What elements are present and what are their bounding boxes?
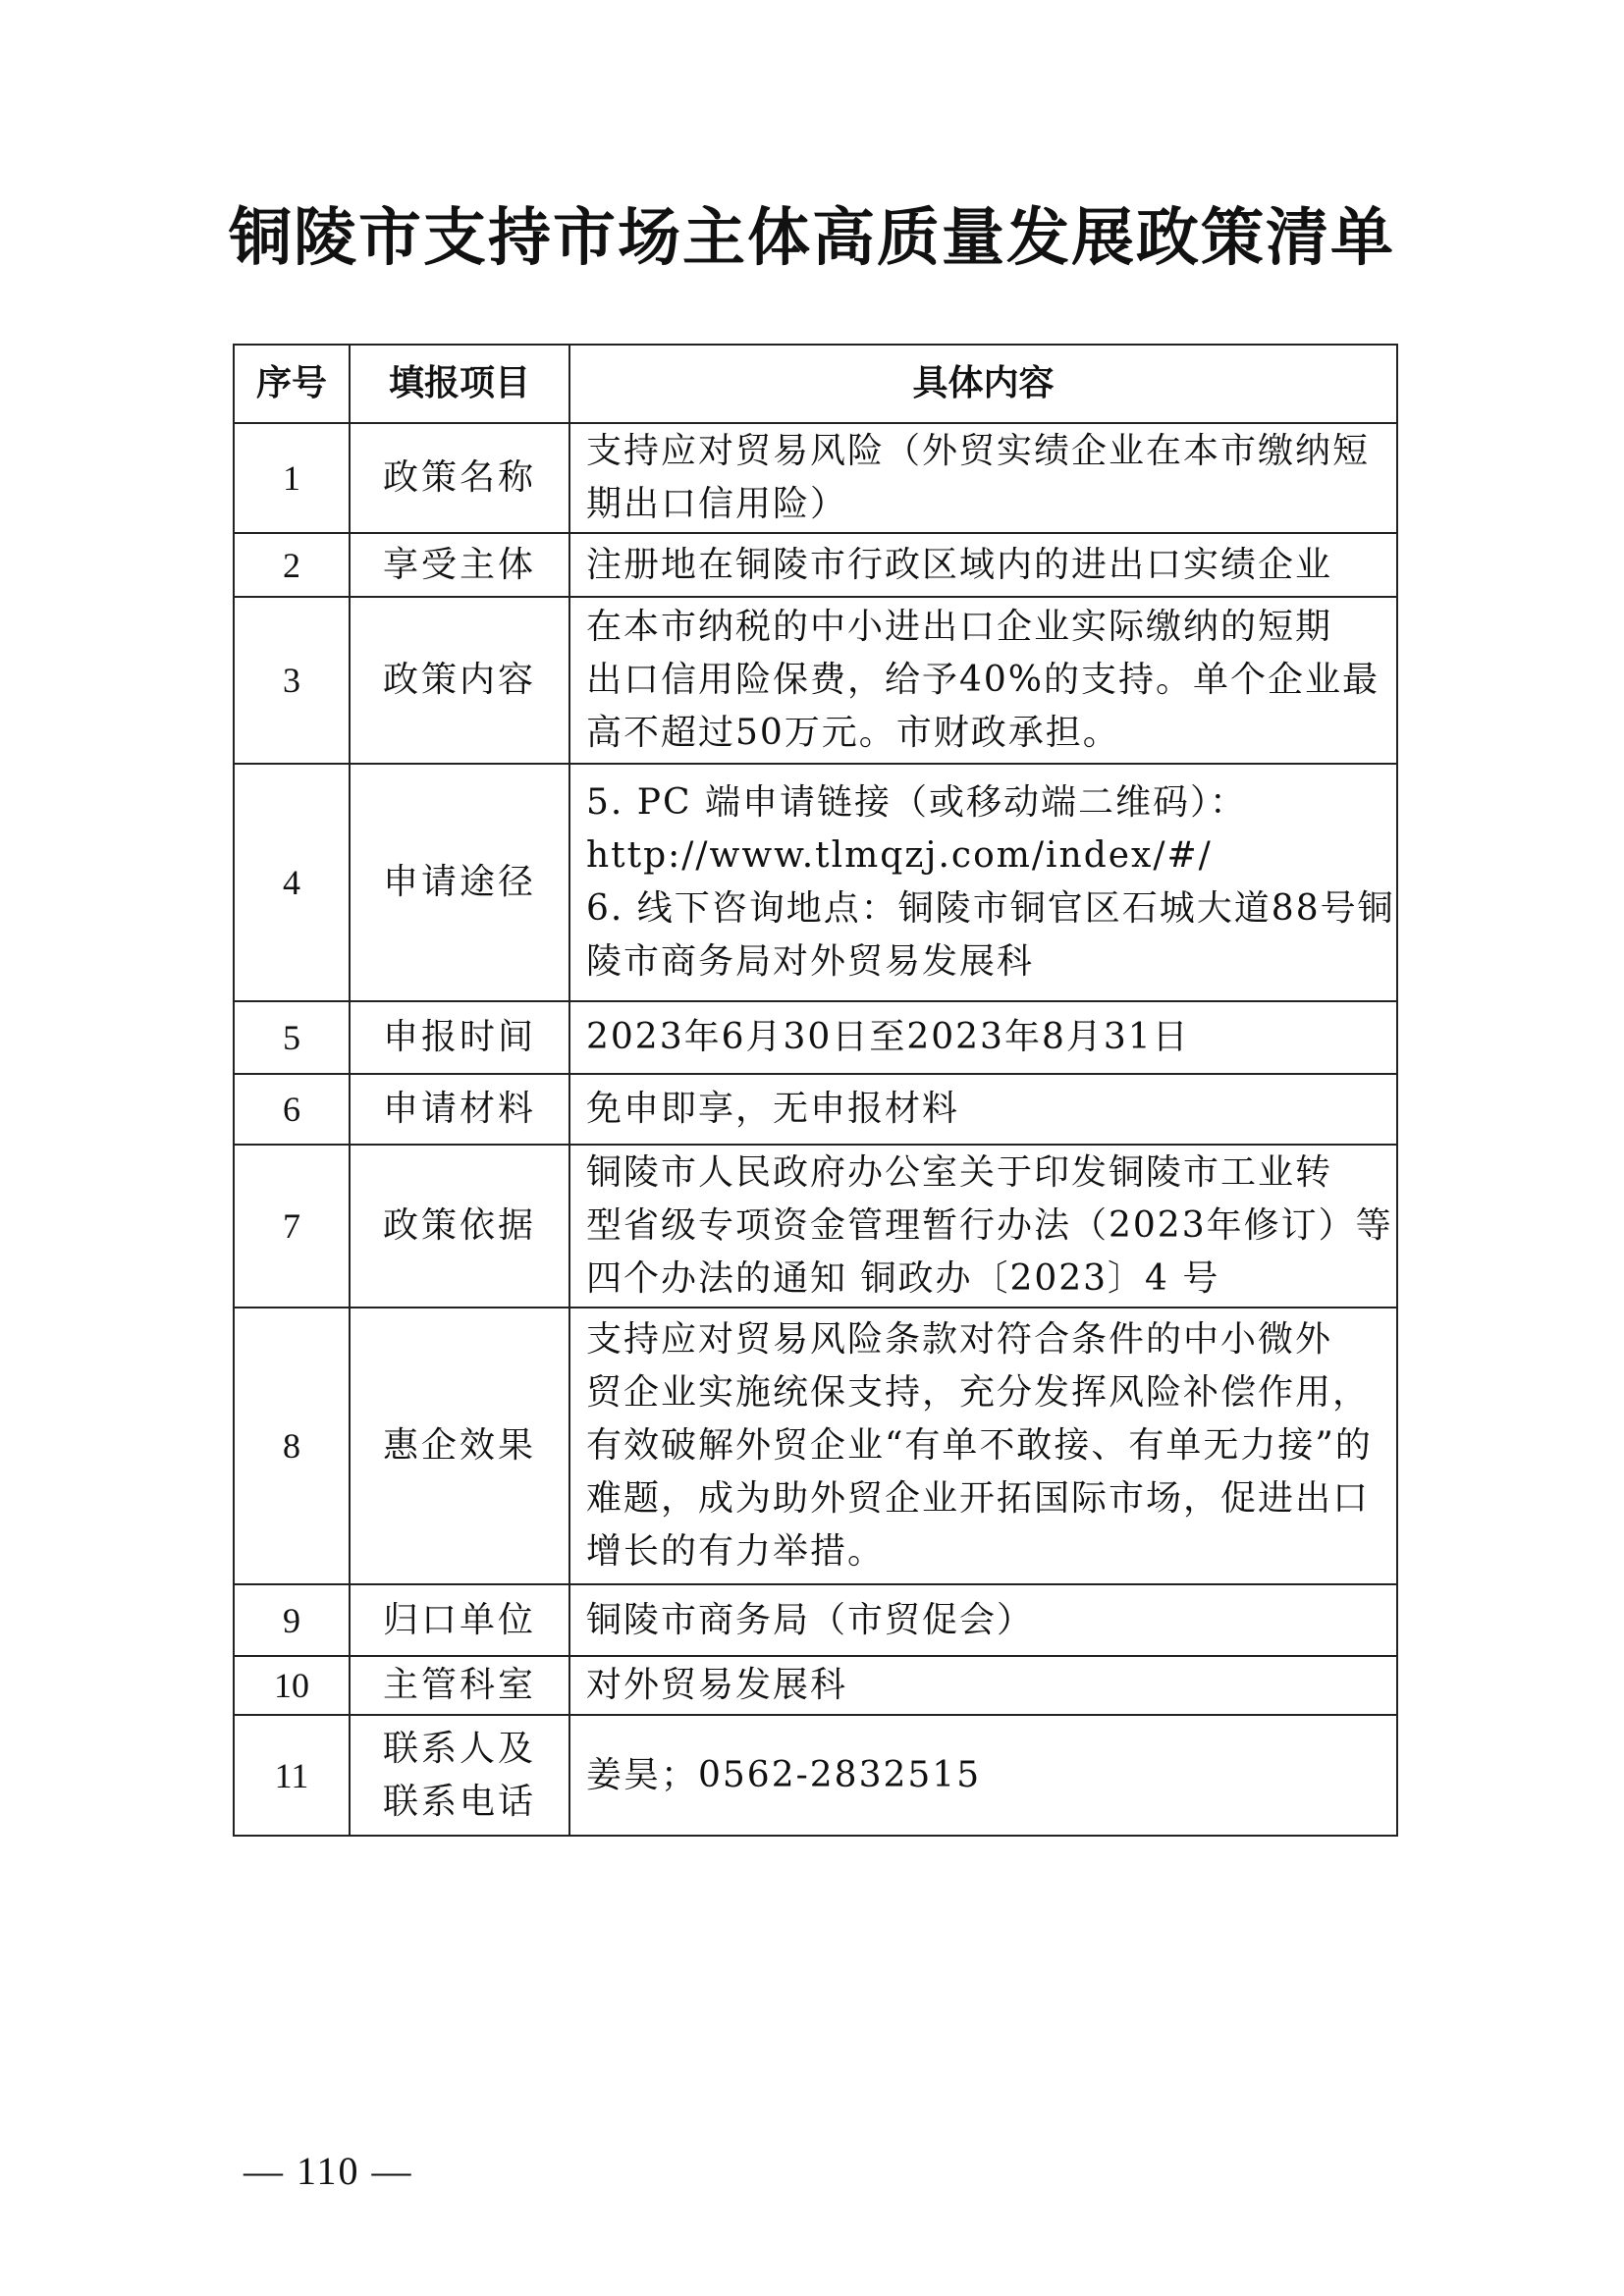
document-title: 铜陵市支持市场主体高质量发展政策清单 [229,201,1395,275]
item-name-line: 政策内容 [382,660,536,700]
table-row [234,1584,1397,1656]
content-line: 期出口信用险） [586,484,848,524]
item-name-cell [350,1584,569,1656]
content-line: 对外贸易发展科 [586,1665,848,1705]
content-cell [569,1584,1397,1656]
item-name-line: 联系电话 [382,1781,536,1822]
row-number-cell: 4 [234,764,350,1001]
content-line: http://www.tlmqzj.com/index/#/ [586,835,1213,876]
content-cell [569,1074,1397,1145]
row-number-cell: 10 [234,1656,350,1715]
table-row [234,1656,1397,1715]
content-line: 姜昊；0562-2832515 [586,1754,982,1795]
item-name-cell [350,1074,569,1145]
table-row [234,597,1397,764]
header-cell-no: 序号 [234,345,350,423]
table-row [234,1145,1397,1308]
content-cell [569,533,1397,597]
row-number-cell: 11 [234,1715,350,1836]
content-line: 陵市商务局对外贸易发展科 [586,941,1035,982]
item-name-cell [350,597,569,764]
content-line: 贸企业实施统保支持，充分发挥风险补偿作用， [586,1372,1371,1413]
header-cell-item: 填报项目 [350,345,569,423]
content-line: 铜陵市人民政府办公室关于印发铜陵市工业转 [586,1152,1333,1193]
policy-table [233,344,1398,1837]
row-number-cell: 7 [234,1145,350,1308]
content-cell [569,1308,1397,1584]
content-line: 6. 线下咨询地点：铜陵市铜官区石城大道88号铜 [586,888,1395,929]
content-line: 免申即享，无申报材料 [586,1089,960,1129]
item-name-line: 政策依据 [382,1205,536,1246]
content-line: 出口信用险保费，给予40%的支持。单个企业最 [586,660,1380,700]
row-number-cell: 3 [234,597,350,764]
table-row [234,764,1397,1001]
row-number-cell: 8 [234,1308,350,1584]
content-cell [569,423,1397,533]
row-number-cell: 5 [234,1001,350,1074]
table-row [234,1074,1397,1145]
item-name-cell [350,1715,569,1836]
row-number-cell: 1 [234,423,350,533]
item-name-line: 申请途径 [382,862,536,902]
content-line: 有效破解外贸企业“有单不敢接、有单无力接”的 [586,1425,1373,1466]
item-name-cell [350,1145,569,1308]
table-row [234,1715,1397,1836]
content-line: 注册地在铜陵市行政区域内的进出口实绩企业 [586,544,1333,585]
content-line: 四个办法的通知 铜政办〔2023〕4 号 [586,1258,1220,1299]
item-name-line: 联系人及 [382,1728,536,1769]
table-row [234,423,1397,533]
content-line: 高不超过50万元。市财政承担。 [586,713,1120,753]
content-cell [569,1001,1397,1074]
content-cell [569,1715,1397,1836]
content-line: 5. PC 端申请链接（或移动端二维码）： [586,782,1248,823]
item-name-line: 申请材料 [382,1089,536,1129]
table-row [234,1001,1397,1074]
item-name-cell [350,423,569,533]
content-line: 难题，成为助外贸企业开拓国际市场，促进出口 [586,1478,1371,1519]
row-number-cell: 2 [234,533,350,597]
row-number-cell: 6 [234,1074,350,1145]
table-row [234,533,1397,597]
table-header-row [234,345,1397,423]
content-cell [569,1145,1397,1308]
item-name-line: 主管科室 [382,1665,536,1705]
content-line: 支持应对贸易风险（外贸实绩企业在本市缴纳短 [586,431,1371,471]
item-name-cell [350,764,569,1001]
content-line: 型省级专项资金管理暂行办法（2023年修订）等 [586,1205,1393,1246]
content-line: 增长的有力举措。 [586,1531,886,1572]
item-name-line: 申报时间 [382,1017,536,1057]
header-cell-content: 具体内容 [569,345,1397,423]
content-line: 在本市纳税的中小进出口企业实际缴纳的短期 [586,607,1333,647]
item-name-cell [350,1001,569,1074]
row-number-cell: 9 [234,1584,350,1656]
content-cell [569,1656,1397,1715]
page-number: — 110 — [244,2149,413,2193]
item-name-line: 惠企效果 [382,1425,536,1466]
table-row [234,1308,1397,1584]
content-line: 支持应对贸易风险条款对符合条件的中小微外 [586,1319,1333,1360]
item-name-line: 归口单位 [382,1599,536,1640]
item-name-cell [350,1308,569,1584]
item-name-cell [350,1656,569,1715]
content-cell [569,764,1397,1001]
content-line: 2023年6月30日至2023年8月31日 [586,1017,1190,1057]
item-name-line: 政策名称 [382,457,536,498]
item-name-cell [350,533,569,597]
item-name-line: 享受主体 [382,544,536,585]
content-line: 铜陵市商务局（市贸促会） [586,1599,1035,1640]
content-cell [569,597,1397,764]
